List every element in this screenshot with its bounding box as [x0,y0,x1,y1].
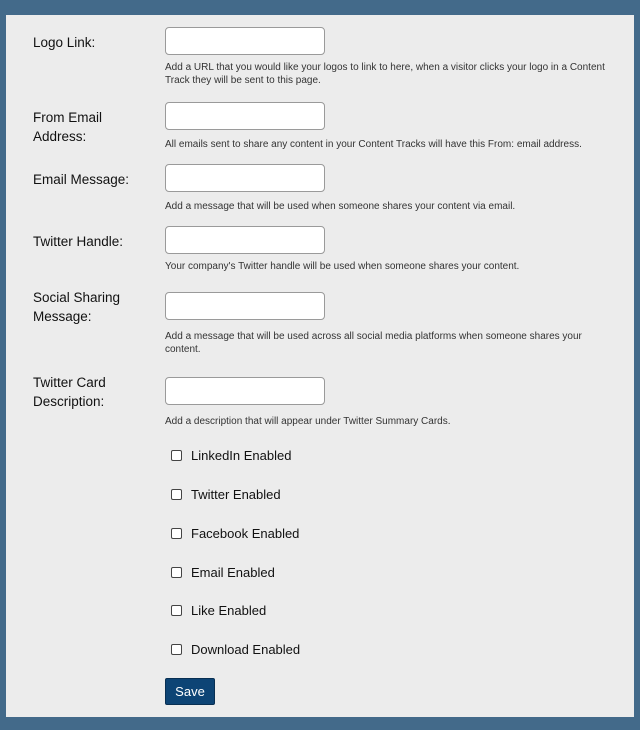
logo-link-label: Logo Link: [33,35,96,50]
settings-form-panel [6,15,634,717]
download-enabled-checkbox[interactable] [171,644,182,655]
download-enabled-label: Download Enabled [191,642,301,657]
linkedin-enabled-option[interactable] [171,448,291,463]
twitter-enabled-label: Twitter Enabled [191,487,281,502]
twitter-card-input[interactable] [165,377,325,405]
social-message-help: Add a message that will be used across all social media platforms when someone shares your content. [165,331,582,355]
twitter-enabled-option[interactable] [171,487,281,502]
twitter-handle-help: Your company's Twitter handle will be used when someone shares your content. [165,261,520,272]
logo-link-input[interactable] [165,27,325,55]
from-email-input[interactable] [165,102,325,130]
email-message-label: Email Message: [33,172,130,187]
facebook-enabled-option[interactable] [171,526,299,541]
email-enabled-checkbox[interactable] [171,567,182,578]
twitter-handle-label: Twitter Handle: [33,234,124,249]
social-message-label: Social Sharing Message: [33,290,121,324]
like-enabled-label: Like Enabled [191,603,267,618]
like-enabled-checkbox[interactable] [171,605,182,616]
linkedin-enabled-label: LinkedIn Enabled [191,448,292,463]
twitter-enabled-checkbox[interactable] [171,489,182,500]
twitter-card-help: Add a description that will appear under Twitter Summary Cards. [165,416,451,427]
facebook-enabled-checkbox[interactable] [171,528,182,539]
like-enabled-option[interactable] [171,603,266,618]
email-message-help: Add a message that will be used when someone shares your content via email. [165,201,516,212]
download-enabled-option[interactable] [171,642,300,657]
twitter-handle-input[interactable] [165,226,325,254]
email-enabled-label: Email Enabled [191,565,275,580]
linkedin-enabled-checkbox[interactable] [171,450,182,461]
twitter-card-label: Twitter Card Description: [33,375,106,409]
facebook-enabled-label: Facebook Enabled [191,526,300,541]
from-email-help: All emails sent to share any content in your Content Tracks will have this From: email address. [165,139,582,150]
email-enabled-option[interactable] [171,565,275,580]
save-button[interactable]: Save [165,678,215,705]
social-message-input[interactable] [165,292,325,320]
from-email-label: From Email Address: [33,110,103,144]
logo-link-help: Add a URL that you would like your logos to link to here, when a visitor clicks your logo in a Content Track they will be sent to this page. [165,62,605,86]
email-message-input[interactable] [165,164,325,192]
